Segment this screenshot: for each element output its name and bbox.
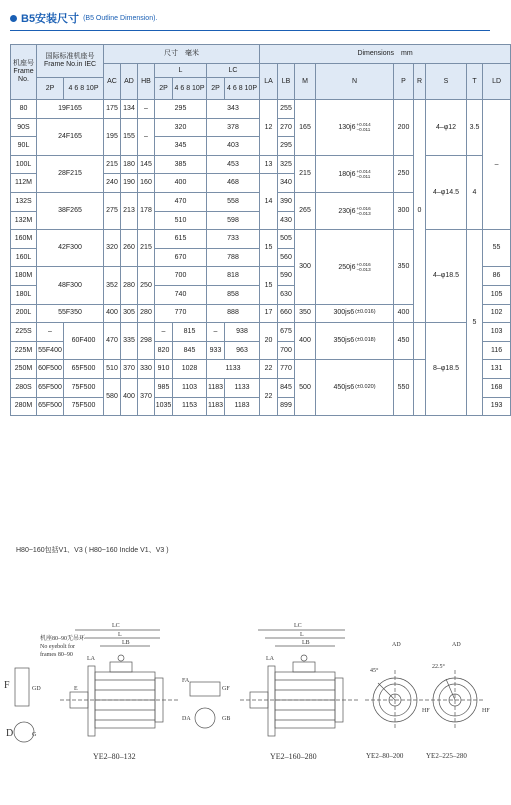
table-cell: 215 [138, 230, 155, 267]
sub-l-4p: 4 6 8 10P [173, 78, 207, 100]
table-cell: 733 [207, 230, 260, 249]
unit-cn-header: 尺寸 毫米 [104, 45, 260, 64]
sub-lc-4p: 4 6 8 10P [225, 78, 260, 100]
table-cell: 90S [11, 118, 37, 137]
drawings-svg [0, 600, 500, 800]
cell-text: +0.016 [356, 205, 371, 211]
dimension-label: GF [222, 686, 230, 692]
table-cell: 280 [138, 304, 155, 323]
table-cell: 213 [121, 192, 138, 229]
table-cell: 255 [278, 100, 295, 119]
table-cell: 42F300 [37, 230, 104, 267]
table-cell: 910 [155, 360, 173, 379]
dimension-table [10, 44, 511, 416]
cell-text: 350js6 [333, 337, 355, 345]
table-cell: 4–φ12 [426, 100, 467, 156]
col-iec-header [37, 45, 104, 78]
table-cell: 280M [11, 397, 37, 416]
bullet-icon [10, 15, 17, 22]
col-m: M [295, 64, 316, 100]
table-cell: 818 [207, 267, 260, 286]
table-cell: 160M [11, 230, 37, 249]
dimension-label: L [118, 632, 122, 638]
cell-text: 250j6 [338, 263, 356, 271]
table-cell: 4–φ18.5 [426, 230, 467, 323]
table-cell: 325 [278, 155, 295, 174]
table-cell: 670 [155, 248, 207, 267]
table-cell: 740 [155, 285, 207, 304]
table-cell: 155 [121, 118, 138, 155]
table-cell: 845 [173, 341, 207, 360]
table-cell: 400 [394, 304, 414, 323]
table-cell: 320 [155, 118, 207, 137]
table-cell: 630 [278, 285, 295, 304]
table-cell: 700 [278, 341, 295, 360]
table-cell: 938 [225, 323, 260, 342]
table-cell: 75F500 [64, 397, 104, 416]
dimension-label: frames 80–90 [40, 652, 73, 658]
cell-text: −0.013 [356, 266, 371, 272]
cell-text [356, 262, 370, 273]
col-ac: AC [104, 64, 121, 100]
table-cell: 820 [155, 341, 173, 360]
cell-text: +0.016 [356, 261, 371, 267]
table-cell: 165 [295, 100, 316, 156]
table-cell: 180M [11, 267, 37, 286]
table-cell: 86 [483, 267, 511, 286]
table-cell: 190 [121, 174, 138, 193]
cell-text: 180j6 [338, 170, 356, 178]
table-cell: 240 [104, 174, 121, 193]
table-cell: 598 [207, 211, 260, 230]
dimension-label: GD [32, 686, 41, 692]
table-cell: 1183 [207, 378, 225, 397]
table-cell: 200L [11, 304, 37, 323]
table-cell: 14 [260, 174, 278, 230]
dimension-label: LA [266, 656, 274, 662]
dimension-label: AD [452, 642, 461, 648]
caption-ye2-80-200: YE2–80–200 [366, 752, 404, 760]
table-cell: 24F165 [37, 118, 104, 155]
table-cell: 400 [104, 304, 121, 323]
table-cell: 180 [121, 155, 138, 174]
table-cell: 116 [483, 341, 511, 360]
table-cell: 134 [121, 100, 138, 119]
cell-text [355, 384, 375, 390]
table-cell: – [483, 100, 511, 230]
table-cell: 250 [394, 155, 414, 192]
table-cell: 112M [11, 174, 37, 193]
dimension-label: 22.5° [432, 664, 445, 670]
table-cell: 178 [138, 192, 155, 229]
table-cell [414, 323, 426, 360]
table-cell: 1028 [173, 360, 207, 379]
table-cell: 1133 [225, 378, 260, 397]
table-cell: 280S [11, 378, 37, 397]
table-cell: 558 [207, 192, 260, 211]
table-cell: 19F165 [37, 100, 104, 119]
table-cell: 385 [155, 155, 207, 174]
table-cell: 510 [104, 360, 121, 379]
dimension-label: E [74, 686, 78, 692]
table-cell: 675 [278, 323, 295, 342]
dimension-label: F [4, 680, 10, 691]
table-cell: 400 [155, 174, 207, 193]
table-cell: 8–φ18.5 [426, 323, 467, 416]
table-cell: 100L [11, 155, 37, 174]
table-cell: 550 [394, 360, 414, 416]
cell-text [356, 122, 370, 133]
table-cell: 1183 [207, 397, 225, 416]
title-rule [10, 30, 490, 31]
table-cell: 470 [104, 323, 121, 360]
table-cell: 55F350 [37, 304, 104, 323]
table-cell: 505 [278, 230, 295, 249]
section-title [10, 10, 157, 26]
table-cell: 1103 [173, 378, 207, 397]
table-cell: 3.5 [467, 100, 483, 156]
table-cell: 378 [207, 118, 260, 137]
table-cell: 430 [278, 211, 295, 230]
col-la: LA [260, 64, 278, 100]
table-cell: 899 [278, 397, 295, 416]
sub-lc-2p: 2P [207, 78, 225, 100]
table-cell: 370 [138, 378, 155, 415]
table-cell: 352 [104, 267, 121, 304]
table-cell: 168 [483, 378, 511, 397]
table-cell: 160L [11, 248, 37, 267]
dimension-label: 机座80–90无吊环 [40, 636, 86, 642]
table-cell: 55F400 [37, 341, 64, 360]
table-cell: 5 [467, 230, 483, 416]
table-cell: 933 [207, 341, 225, 360]
table-cell: 295 [155, 100, 207, 119]
table-cell: 200 [394, 100, 414, 156]
table-cell: 1035 [155, 397, 173, 416]
dimension-label: L [300, 632, 304, 638]
col-t: T [467, 64, 483, 100]
table-row [11, 230, 511, 249]
table-cell: – [155, 323, 173, 342]
table-cell: 103 [483, 323, 511, 342]
dimension-label: 45° [370, 668, 379, 674]
table-cell: 1183 [225, 397, 260, 416]
cell-text: +0.014 [356, 122, 371, 128]
caption-ye2-80-132: YE2–80–132 [93, 752, 136, 761]
table-cell: 470 [155, 192, 207, 211]
table-cell: 660 [278, 304, 295, 323]
table-cell: 560 [278, 248, 295, 267]
table-cell: 22 [260, 378, 278, 415]
table-row [11, 155, 511, 174]
dimension-label: AD [392, 642, 401, 648]
cell-text: No. [18, 75, 29, 83]
table-cell: 225S [11, 323, 37, 342]
col-s: S [426, 64, 467, 100]
table-cell: 510 [155, 211, 207, 230]
dimension-label: LC [112, 623, 120, 629]
table-cell: 250 [138, 267, 155, 304]
table-cell: – [207, 323, 225, 342]
table-cell: 343 [207, 100, 260, 119]
table-cell: 300 [295, 230, 316, 304]
cell-text: Frame No.in IEC [43, 61, 97, 68]
table-row [11, 323, 511, 342]
cell-text: 机座号 [13, 60, 34, 68]
col-hb: HB [138, 64, 155, 100]
sub-2p: 2P [37, 78, 64, 100]
table-cell: 888 [207, 304, 260, 323]
table-cell: 195 [104, 118, 121, 155]
cell-text: 230j6 [338, 207, 356, 215]
table-cell: 345 [155, 137, 207, 156]
dimension-label: G [32, 732, 37, 738]
table-cell: – [37, 323, 64, 342]
cell-text: (±0.018) [355, 337, 376, 344]
table-cell: 65F500 [37, 397, 64, 416]
table-cell: 4–φ14.5 [426, 155, 467, 229]
table-cell: 15 [260, 230, 278, 267]
table-cell: 48F300 [37, 267, 104, 304]
table-cell: 770 [278, 360, 295, 379]
table-cell: 295 [278, 137, 295, 156]
table-cell: 305 [121, 304, 138, 323]
table-cell [316, 192, 394, 229]
table-cell: 60F400 [64, 323, 104, 360]
table-cell: – [138, 118, 155, 155]
dimension-label: LC [294, 623, 302, 629]
table-cell: 1133 [207, 360, 260, 379]
table-cell: 260 [121, 230, 138, 267]
dimension-label: No eyebolt for [40, 644, 75, 650]
table-cell: 615 [155, 230, 207, 249]
table-cell: 770 [155, 304, 207, 323]
table-cell: 468 [207, 174, 260, 193]
cell-text [356, 206, 370, 217]
table-cell: 145 [138, 155, 155, 174]
table-cell: 390 [278, 192, 295, 211]
table-cell: 298 [138, 323, 155, 360]
table-cell: 4 [467, 155, 483, 229]
dimension-label: LB [302, 640, 310, 646]
table-cell: 985 [155, 378, 173, 397]
table-cell: 280 [121, 267, 138, 304]
table-cell: 1153 [173, 397, 207, 416]
cell-text: (±0.016) [355, 309, 376, 316]
table-cell: 450 [394, 323, 414, 360]
table-cell: 175 [104, 100, 121, 119]
table-cell: 500 [295, 360, 316, 416]
table-cell: 400 [295, 323, 316, 360]
table-cell: 131 [483, 360, 511, 379]
table-cell: 788 [207, 248, 260, 267]
sub-l-2p: 2P [155, 78, 173, 100]
table-cell [316, 230, 394, 304]
table-cell: 38F265 [37, 192, 104, 229]
table-cell: 963 [225, 341, 260, 360]
table-cell: 90L [11, 137, 37, 156]
caption-ye2-160-280: YE2–160–280 [270, 752, 317, 761]
footnote: H80~160包括V1、V3 ( H80~160 Inclde V1、V3 ) [16, 547, 169, 554]
cell-text: −0.013 [356, 211, 371, 217]
table-cell: 160 [138, 174, 155, 193]
table-cell: 55 [483, 230, 511, 267]
cell-text: 450js6 [333, 383, 355, 391]
cell-text [355, 337, 375, 343]
col-ad: AD [121, 64, 138, 100]
table-cell: 815 [173, 323, 207, 342]
table-cell: 330 [138, 360, 155, 379]
table-cell: 700 [155, 267, 207, 286]
table-cell: 102 [483, 304, 511, 323]
table-cell [414, 360, 426, 416]
table-cell: 580 [104, 378, 121, 415]
table-cell: 22 [260, 360, 278, 379]
col-r: R [414, 64, 426, 100]
table-cell: 75F500 [64, 378, 104, 397]
dimension-label: HF [482, 708, 490, 714]
table-cell [316, 323, 394, 360]
table-cell: – [138, 100, 155, 119]
table-cell: 15 [260, 267, 278, 304]
cell-text: −0.011 [356, 127, 371, 133]
table-cell: 320 [104, 230, 121, 267]
title-cn: B5安装尺寸 [21, 13, 80, 25]
table-cell: 590 [278, 267, 295, 286]
table-cell: 403 [207, 137, 260, 156]
cell-text [356, 169, 370, 180]
title-en: (B5 Outline Dimension). [83, 14, 158, 22]
table-cell: 0 [414, 100, 426, 323]
outline-drawings [0, 600, 500, 800]
table-cell: 65F500 [64, 360, 104, 379]
table-cell: 225M [11, 341, 37, 360]
table-cell: 270 [278, 118, 295, 137]
table-cell: 340 [278, 174, 295, 193]
dimension-label: HF [422, 708, 430, 714]
table-cell: 193 [483, 397, 511, 416]
table-row [11, 100, 511, 119]
col-n: N [316, 64, 394, 100]
table-cell: 350 [295, 304, 316, 323]
table-cell: 12 [260, 100, 278, 156]
table-cell: 265 [295, 192, 316, 229]
table-cell: 215 [104, 155, 121, 174]
unit-en-header: Dimensions mm [260, 45, 511, 64]
table-cell [316, 155, 394, 192]
cell-text: 130j6 [338, 124, 356, 132]
table-cell: 28F215 [37, 155, 104, 192]
col-p: P [394, 64, 414, 100]
col-ld: LD [483, 64, 511, 100]
dimension-label: FA [182, 678, 190, 684]
col-lb: LB [278, 64, 295, 100]
cell-text [355, 309, 375, 315]
table-cell: 335 [121, 323, 138, 360]
table-cell: 17 [260, 304, 278, 323]
table-cell: 250M [11, 360, 37, 379]
table-cell: 275 [104, 192, 121, 229]
sub-4p: 4 6 8 10P [64, 78, 104, 100]
table-cell: 400 [121, 378, 138, 415]
dimension-label: D [6, 728, 14, 739]
caption-ye2-225-280: YE2–225–280 [426, 752, 467, 760]
table-cell: 60F500 [37, 360, 64, 379]
table-cell: 350 [394, 230, 414, 304]
cell-text: 300js6 [333, 309, 355, 317]
table-cell: 453 [207, 155, 260, 174]
table-cell [316, 360, 394, 416]
cell-text: (±0.020) [355, 383, 376, 390]
cell-text: −0.011 [356, 173, 371, 179]
cell-text: +0.014 [356, 168, 371, 174]
col-lc: LC [207, 64, 260, 78]
dimension-label: DA [182, 716, 191, 722]
table-cell: 132M [11, 211, 37, 230]
table-cell: 215 [295, 155, 316, 192]
table-cell [316, 100, 394, 156]
col-l: L [155, 64, 207, 78]
dimension-label: GB [222, 716, 231, 722]
dimension-label: LB [122, 640, 130, 646]
table-cell: 20 [260, 323, 278, 360]
table-cell: 13 [260, 155, 278, 174]
table-cell: 105 [483, 285, 511, 304]
table-cell: 180L [11, 285, 37, 304]
table-cell: 845 [278, 378, 295, 397]
table-cell: 858 [207, 285, 260, 304]
table-cell: 132S [11, 192, 37, 211]
cell-text: Frame [13, 68, 34, 76]
table-cell: 80 [11, 100, 37, 119]
table-cell: 370 [121, 360, 138, 379]
table-cell: 300 [394, 192, 414, 229]
table-cell [316, 304, 394, 323]
cell-text: 国际标准机座号 [45, 53, 95, 61]
col-frame-header [11, 45, 37, 100]
table-cell: 65F500 [37, 378, 64, 397]
dimension-label: LA [87, 656, 95, 662]
